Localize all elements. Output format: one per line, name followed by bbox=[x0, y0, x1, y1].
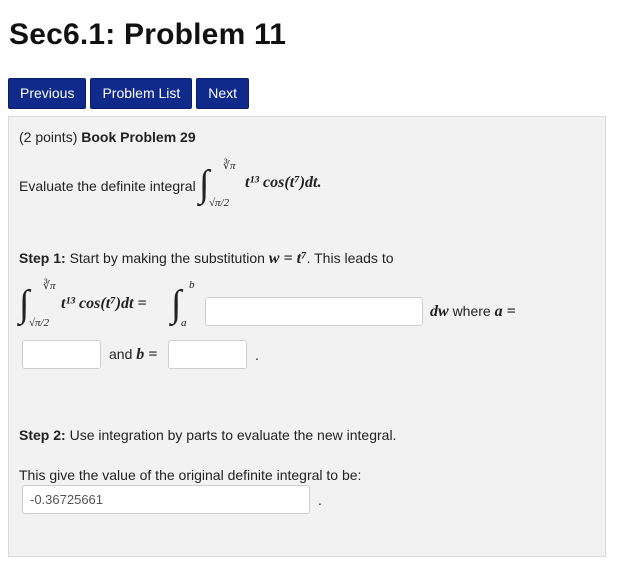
lhs-lower-limit: √π/2 bbox=[29, 317, 50, 329]
a-input[interactable] bbox=[22, 340, 101, 369]
book-problem-label: Book Problem 29 bbox=[81, 129, 196, 145]
problem-list-button[interactable]: Problem List bbox=[90, 78, 192, 109]
step1-text-end: . This leads to bbox=[306, 250, 394, 266]
substitution-math: w = t⁷ bbox=[268, 250, 307, 267]
rhs-upper-limit: b bbox=[189, 279, 195, 291]
answer-input[interactable] bbox=[22, 485, 310, 514]
where-line bbox=[430, 303, 516, 321]
rhs-integral-sign-icon: ∫ bbox=[171, 283, 182, 325]
problem-header bbox=[19, 129, 196, 145]
problem-nav bbox=[8, 78, 249, 109]
integral-expression: t¹³ cos(t⁷)dt. bbox=[245, 174, 322, 191]
and-b-line bbox=[109, 346, 157, 364]
step2-label: Step 2: bbox=[19, 427, 66, 443]
answer-period: . bbox=[318, 492, 322, 508]
problem-panel bbox=[8, 116, 606, 557]
step1-label: Step 1: bbox=[19, 250, 66, 266]
step1-text: Start by making the substitution bbox=[69, 250, 265, 266]
definite-integral bbox=[197, 159, 337, 215]
b-input[interactable] bbox=[168, 340, 247, 369]
a-equals-math: a = bbox=[494, 303, 516, 320]
integral-lower-limit: √π/2 bbox=[209, 197, 230, 209]
step2-text: Use integration by parts to evaluate the new integral. bbox=[69, 427, 397, 443]
rhs-integral bbox=[171, 277, 207, 337]
prompt-text: Evaluate the definite integral bbox=[19, 178, 196, 194]
lhs-upper-limit: ∛π bbox=[43, 280, 56, 292]
step1-line bbox=[19, 250, 394, 268]
page-title: Sec6.1: Problem 11 bbox=[9, 18, 287, 51]
result-prompt: This give the value of the original definite integral to be: bbox=[19, 467, 362, 483]
where-text: where bbox=[452, 303, 491, 319]
rhs-lower-limit: a bbox=[181, 317, 187, 329]
dw-math: dw bbox=[430, 303, 449, 320]
previous-button[interactable]: Previous bbox=[8, 78, 86, 109]
and-text: and bbox=[109, 346, 133, 362]
integrand-input[interactable] bbox=[205, 297, 423, 326]
points-label: (2 points) bbox=[19, 129, 78, 145]
lhs-integral-sign-icon: ∫ bbox=[19, 283, 30, 325]
lhs-expression: t¹³ cos(t⁷)dt = bbox=[61, 295, 147, 312]
integral-upper-limit: ∛π bbox=[223, 160, 236, 172]
b-period: . bbox=[255, 347, 259, 363]
step2-line bbox=[19, 427, 396, 443]
integral-sign-icon: ∫ bbox=[199, 163, 210, 205]
next-button[interactable]: Next bbox=[196, 78, 249, 109]
b-equals-math: b = bbox=[136, 346, 158, 363]
